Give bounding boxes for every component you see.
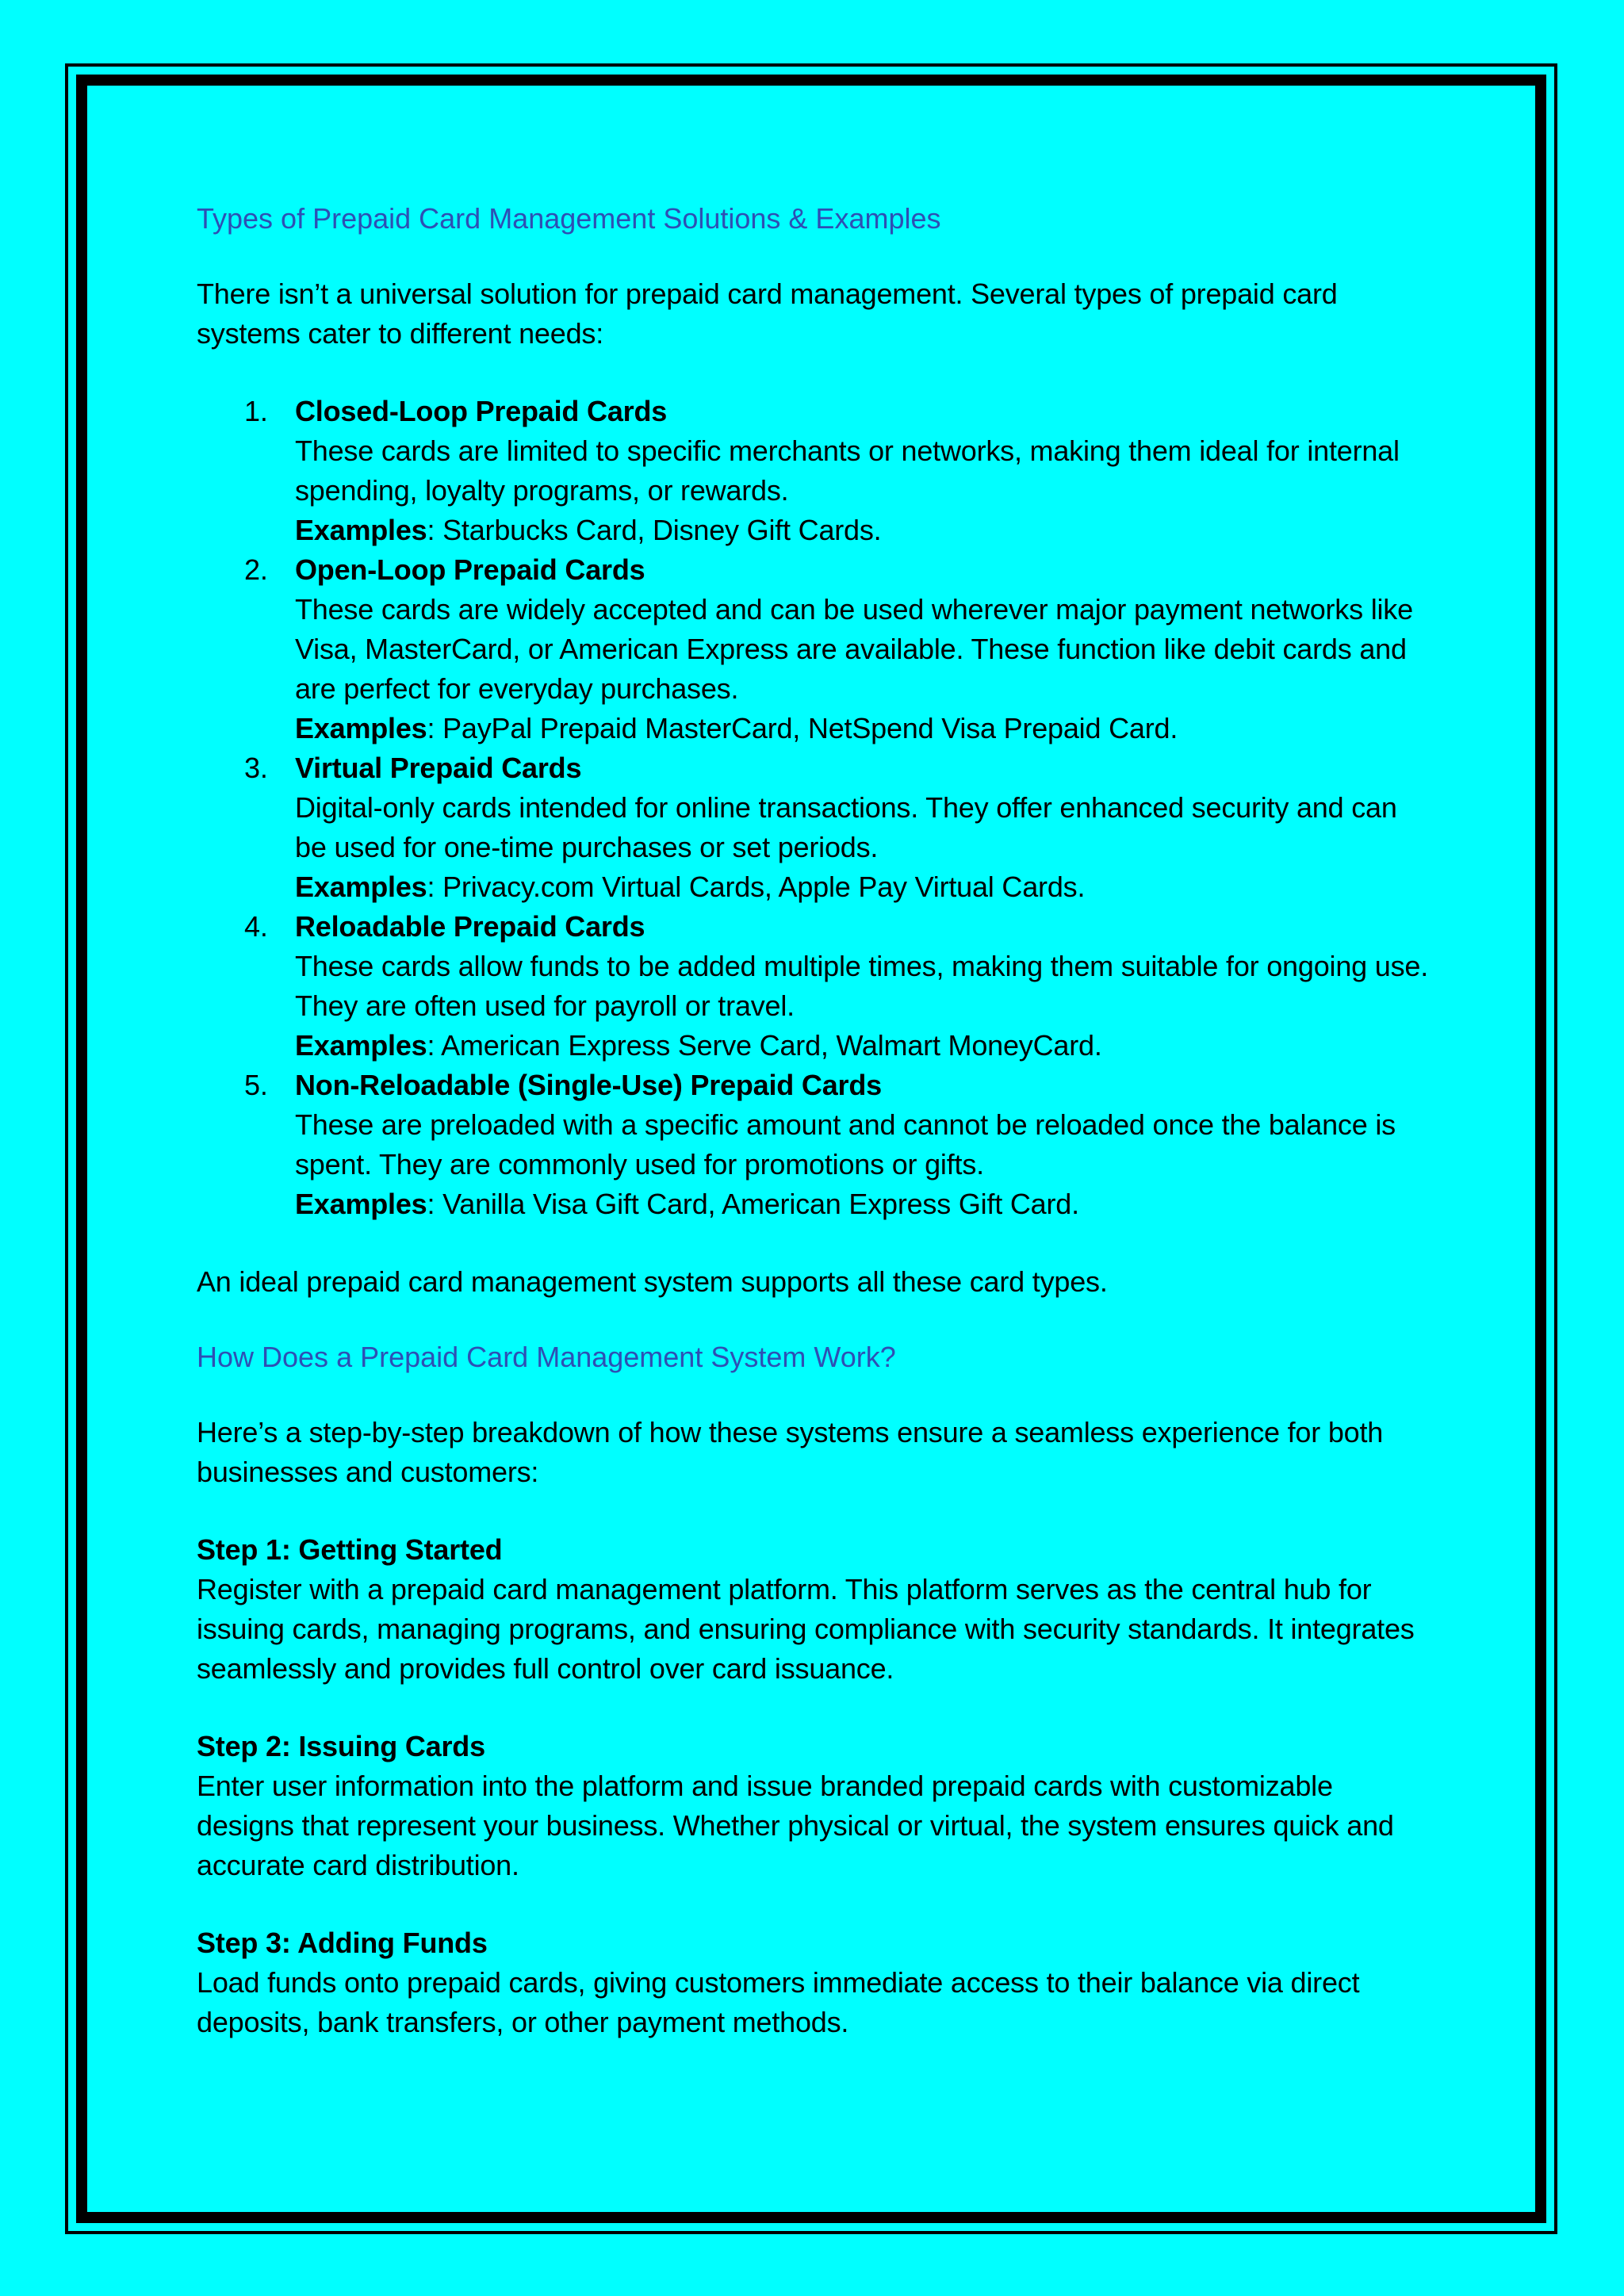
step-title: Step 2: Issuing Cards <box>197 1730 485 1762</box>
list-number: 1. <box>244 395 268 427</box>
examples-text: : Privacy.com Virtual Cards, Apple Pay Virtual Cards. <box>427 871 1086 903</box>
step-block <box>197 1727 1434 1885</box>
card-type-examples <box>295 1184 1434 1224</box>
step-block <box>197 1923 1434 2042</box>
examples-label: Examples <box>295 1029 427 1062</box>
card-type-title: Reloadable Prepaid Cards <box>295 910 645 943</box>
step-text: Register with a prepaid card management platform. This platform serves as the central hub for issuing cards, managing programs, and ensuring compliance with security standards. It integrates seamlessly and provides full control over card issuance. <box>197 1573 1415 1685</box>
examples-text: : PayPal Prepaid MasterCard, NetSpend Visa Prepaid Card. <box>427 712 1178 744</box>
card-type-examples <box>295 511 1434 550</box>
examples-label: Examples <box>295 871 427 903</box>
card-type-title: Virtual Prepaid Cards <box>295 752 582 784</box>
step-title: Step 3: Adding Funds <box>197 1927 488 1959</box>
step-block <box>197 1530 1434 1689</box>
heading-types: Types of Prepaid Card Management Solutions & Examples <box>197 202 941 235</box>
step-title: Step 1: Getting Started <box>197 1533 503 1566</box>
document-content <box>197 195 1434 2042</box>
heading-how: How Does a Prepaid Card Management System Work? <box>197 1341 896 1373</box>
step-text: Enter user information into the platform and issue branded prepaid cards with customizable designs that represent your business. Whether physical or virtual, the system ensures quick and accurate card distribution. <box>197 1770 1394 1881</box>
intro-paragraph: There isn’t a universal solution for prepaid card management. Several types of prepaid card systems cater to different needs: <box>197 277 1338 350</box>
examples-label: Examples <box>295 514 427 546</box>
list-item <box>197 392 1434 550</box>
examples-label: Examples <box>295 1188 427 1220</box>
card-type-examples <box>295 709 1434 748</box>
list-item <box>197 1066 1434 1224</box>
list-item <box>197 748 1434 907</box>
examples-text: : American Express Serve Card, Walmart MoneyCard. <box>427 1029 1102 1062</box>
card-type-examples <box>295 867 1434 907</box>
card-type-examples <box>295 1026 1434 1066</box>
list-item <box>197 550 1434 748</box>
list-number: 2. <box>244 553 268 586</box>
how-intro-paragraph: Here’s a step-by-step breakdown of how these systems ensure a seamless experience for both businesses and customers: <box>197 1416 1384 1488</box>
card-types-list <box>197 392 1434 1224</box>
card-type-title: Non-Reloadable (Single-Use) Prepaid Cards <box>295 1069 882 1101</box>
list-number: 5. <box>244 1069 268 1101</box>
card-type-description: These cards allow funds to be added multiple times, making them suitable for ongoing use. They are often used for payroll or travel. <box>295 950 1429 1022</box>
card-type-description: These are preloaded with a specific amount and cannot be reloaded once the balance is spent. They are commonly used for promotions or gifts. <box>295 1108 1396 1181</box>
card-type-title: Open-Loop Prepaid Cards <box>295 553 645 586</box>
summary-paragraph: An ideal prepaid card management system supports all these card types. <box>197 1265 1108 1298</box>
examples-text: : Starbucks Card, Disney Gift Cards. <box>427 514 882 546</box>
step-text: Load funds onto prepaid cards, giving customers immediate access to their balance via direct deposits, bank transfers, or other payment methods. <box>197 1966 1360 2038</box>
list-number: 3. <box>244 752 268 784</box>
examples-label: Examples <box>295 712 427 744</box>
card-type-title: Closed-Loop Prepaid Cards <box>295 395 668 427</box>
card-type-description: These cards are limited to specific merchants or networks, making them ideal for internal spending, loyalty programs, or rewards. <box>295 434 1400 507</box>
list-item <box>197 907 1434 1066</box>
card-type-description: These cards are widely accepted and can be used wherever major payment networks like Visa, MasterCard, or American Express are available. These function like debit cards and are perfect for everyday purchases. <box>295 593 1413 705</box>
examples-text: : Vanilla Visa Gift Card, American Express Gift Card. <box>427 1188 1079 1220</box>
card-type-description: Digital-only cards intended for online transactions. They offer enhanced security and can be used for one-time purchases or set periods. <box>295 791 1397 863</box>
list-number: 4. <box>244 910 268 943</box>
